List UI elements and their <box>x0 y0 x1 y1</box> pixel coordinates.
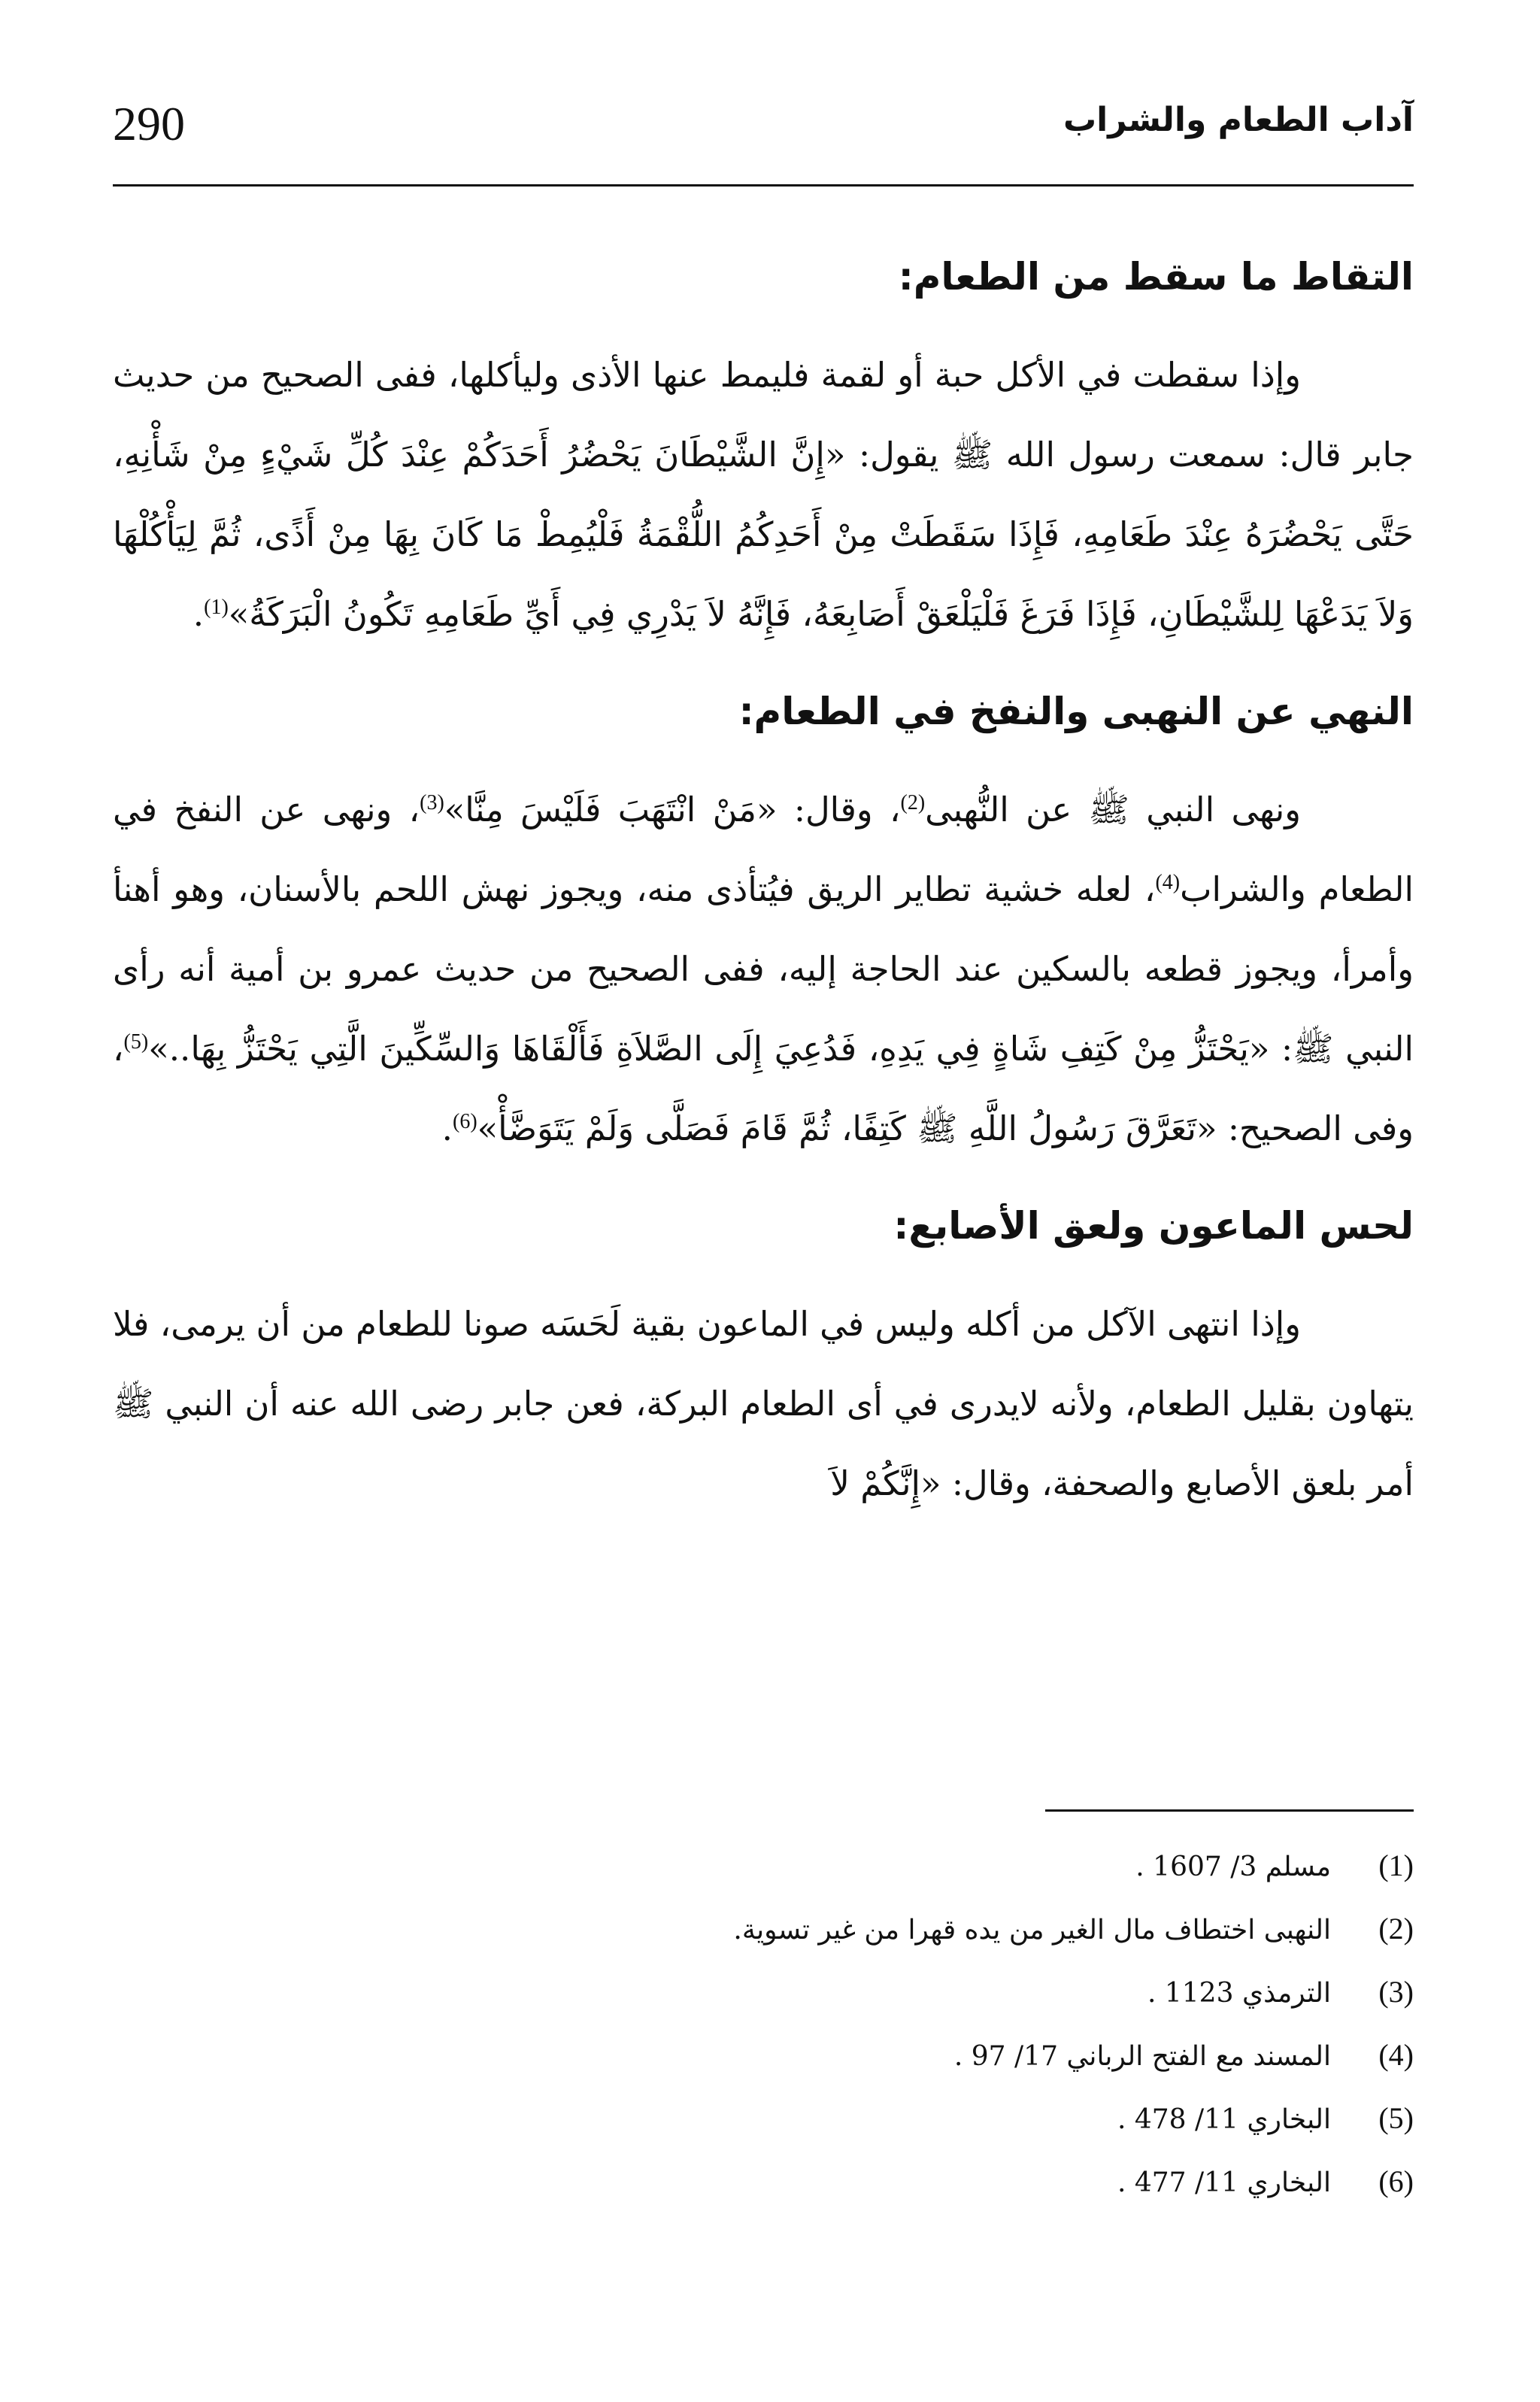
footnote-item <box>113 2088 1414 2151</box>
footnote-number: (4) <box>1378 2038 1414 2072</box>
footnote-number: (1) <box>1378 1849 1414 1882</box>
paragraph-text: ، وفى الصحيح: «تَعَرَّقَ رَسُولُ اللَّهِ ﷺ كَتِفًا، ثُمَّ قَامَ فَصَلَّى وَلَمْ يَتَوَضَّأْ» <box>113 1029 1414 1148</box>
paragraph-text: ، لعله خشية تطاير الريق فيُتأذى منه، ويجوز نهش اللحم بالأسنان، وهو أهنأ وأمرأ، ويجوز قطعه بالسكين عند الحاجة إليه، ففى الصحيح من حديث عمرو بن أمية أنه رأى النبي ﷺ: «يَحْتَزُّ مِنْ كَتِفِ شَاةٍ فِي يَدِهِ، فَدُعِيَ إِلَى الصَّلاَةِ فَأَلْقَاهَا وَالسِّكِّينَ الَّتِي يَحْتَزُّ بِهَا..» <box>113 869 1414 1069</box>
footnote-ref-3[interactable]: (3) <box>420 791 444 814</box>
section-heading-nuhba-blowing: النهي عن النهبى والنفخ في الطعام: <box>738 690 1414 733</box>
footnote-ref-5[interactable]: (5) <box>123 1030 149 1054</box>
footnote-number: (6) <box>1378 2164 1414 2198</box>
footnote-text: البخاري 11/ 478 . <box>1117 2104 1331 2135</box>
footnote-text: المسند مع الفتح الرباني 17/ 97 . <box>953 2041 1331 2072</box>
footnote-item <box>113 1835 1414 1898</box>
paragraph-text: ، وقال: «مَنْ انْتَهَبَ فَلَيْسَ مِنَّا» <box>444 790 901 829</box>
section-heading-picking-up-food: التقاط ما سقط من الطعام: <box>898 255 1414 299</box>
footnote-number: (2) <box>1378 1912 1414 1946</box>
footnotes <box>113 1835 1414 2214</box>
section-heading-licking-vessel: لحس الماعون ولعق الأصابع: <box>893 1204 1414 1248</box>
paragraph-text: وإذا انتهى الآكل من أكله وليس في الماعون بقية لَحَسَه صونا للطعام من أن يرمى، فلا يتهاون بقليل الطعام، ولأنه لايدرى في أى الطعام البركة، فعن جابر رضى الله عنه أن النبي ﷺ أمر بلعق الأصابع والصحفة، وقال: «إِنَّكُمْ لاَ <box>113 1304 1414 1503</box>
footnote-number: (5) <box>1378 2101 1414 2135</box>
page-header <box>113 90 1414 180</box>
main-text <box>113 218 1414 1554</box>
footnote-text: الترمذي 1123 . <box>1147 1978 1331 2009</box>
paragraph-text: . <box>192 594 205 634</box>
paragraph-nuhba-blowing <box>113 770 1414 1169</box>
footnote-ref-2[interactable]: (2) <box>900 791 926 814</box>
footnote-text: النهبى اختطاف مال الغير من يده قهرا من غير تسوية. <box>733 1915 1331 1946</box>
footnote-text: مسلم 3/ 1607 . <box>1135 1852 1331 1882</box>
paragraph-text: ونهى النبي ﷺ عن النُّهبى <box>925 790 1301 829</box>
header-divider <box>113 184 1414 187</box>
page-number: 290 <box>113 97 185 150</box>
footnote-item <box>113 2151 1414 2214</box>
footnote-number: (3) <box>1378 1975 1414 2009</box>
footnote-ref-6[interactable]: (6) <box>452 1110 477 1133</box>
footnote-divider <box>1045 1809 1414 1812</box>
paragraph-text: . <box>441 1108 453 1148</box>
paragraph-text: وإذا سقطت في الأكل حبة أو لقمة فليمط عنها الأذى وليأكلها، ففى الصحيح من حديث جابر قال: سمعت رسول الله ﷺ يقول: «إِنَّ الشَّيْطَانَ يَحْضُرُ أَحَدَكُمْ عِنْدَ كُلِّ شَيْءٍ مِنْ شَأْنِهِ، حَتَّى يَحْضُرَهُ عِنْدَ طَعَامِهِ، فَإِذَا سَقَطَتْ مِنْ أَحَدِكُمُ اللُّقْمَةُ فَلْيُمِطْ مَا كَانَ بِهَا مِنْ أَذًى، ثُمَّ لِيَأْكُلْهَا وَلاَ يَدَعْهَا لِلشَّيْطَانِ، فَإِذَا فَرَغَ فَلْيَلْعَقْ أَصَابِعَهُ، فَإِنَّهُ لاَ يَدْرِي فِي أَيِّ طَعَامِهِ تَكُونُ الْبَرَكَةُ» <box>113 355 1414 634</box>
footnote-item <box>113 1898 1414 1961</box>
footnote-text: البخاري 11/ 477 . <box>1117 2167 1331 2198</box>
paragraph-licking-vessel <box>113 1284 1414 1524</box>
running-title: آداب الطعام والشراب <box>1063 101 1414 139</box>
paragraph-text: ، ونهى عن النفخ في الطعام والشراب <box>113 790 1414 909</box>
footnote-ref-1[interactable]: (1) <box>204 596 229 619</box>
paragraph-picking-up-food <box>113 335 1414 654</box>
footnote-item <box>113 1961 1414 2024</box>
footnote-ref-4[interactable]: (4) <box>1155 871 1181 894</box>
footnote-item <box>113 2024 1414 2088</box>
